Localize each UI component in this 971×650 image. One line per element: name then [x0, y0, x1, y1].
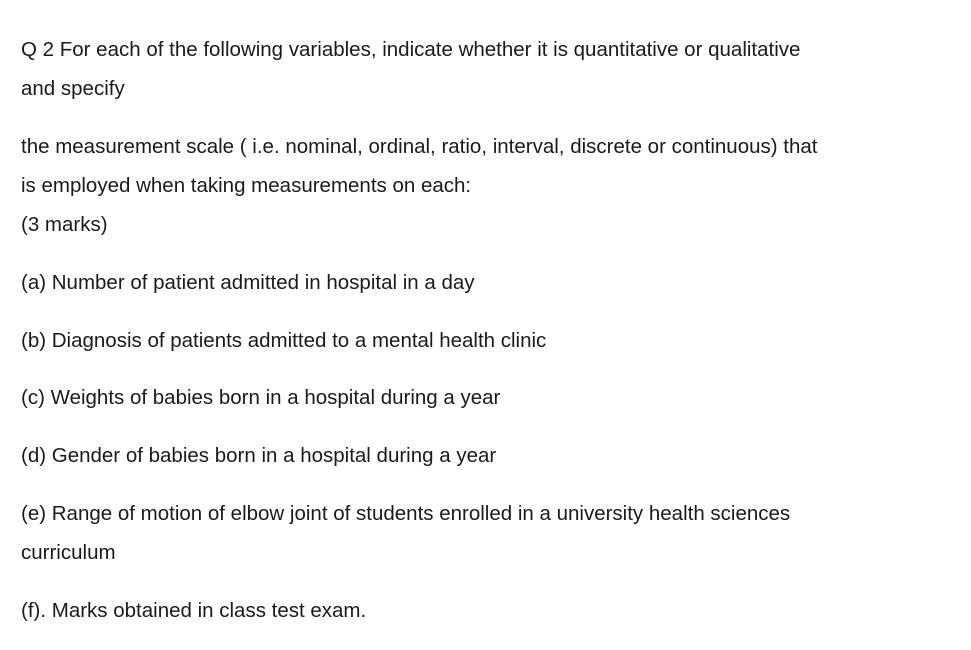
item-e-line-1: (e) Range of motion of elbow joint of students enrolled in a university health sciences	[21, 502, 791, 525]
item-d: (d) Gender of babies born in a hospital during a year	[21, 444, 497, 467]
question-heading-line-2: and specify	[21, 77, 125, 100]
instruction-line-2: is employed when taking measurements on each:	[21, 174, 472, 197]
instruction-line-1: the measurement scale ( i.e. nominal, ordinal, ratio, interval, discrete or continuous) that	[21, 135, 818, 158]
question-heading-line-1: Q 2 For each of the following variables, indicate whether it is quantitative or qualitative	[21, 38, 801, 61]
marks-label: (3 marks)	[21, 213, 108, 236]
item-c: (c) Weights of babies born in a hospital during a year	[21, 386, 501, 409]
item-a: (a) Number of patient admitted in hospital in a day	[21, 271, 475, 294]
item-e-line-2: curriculum	[21, 541, 116, 564]
item-f: (f). Marks obtained in class test exam.	[21, 599, 367, 622]
item-b: (b) Diagnosis of patients admitted to a mental health clinic	[21, 329, 547, 352]
